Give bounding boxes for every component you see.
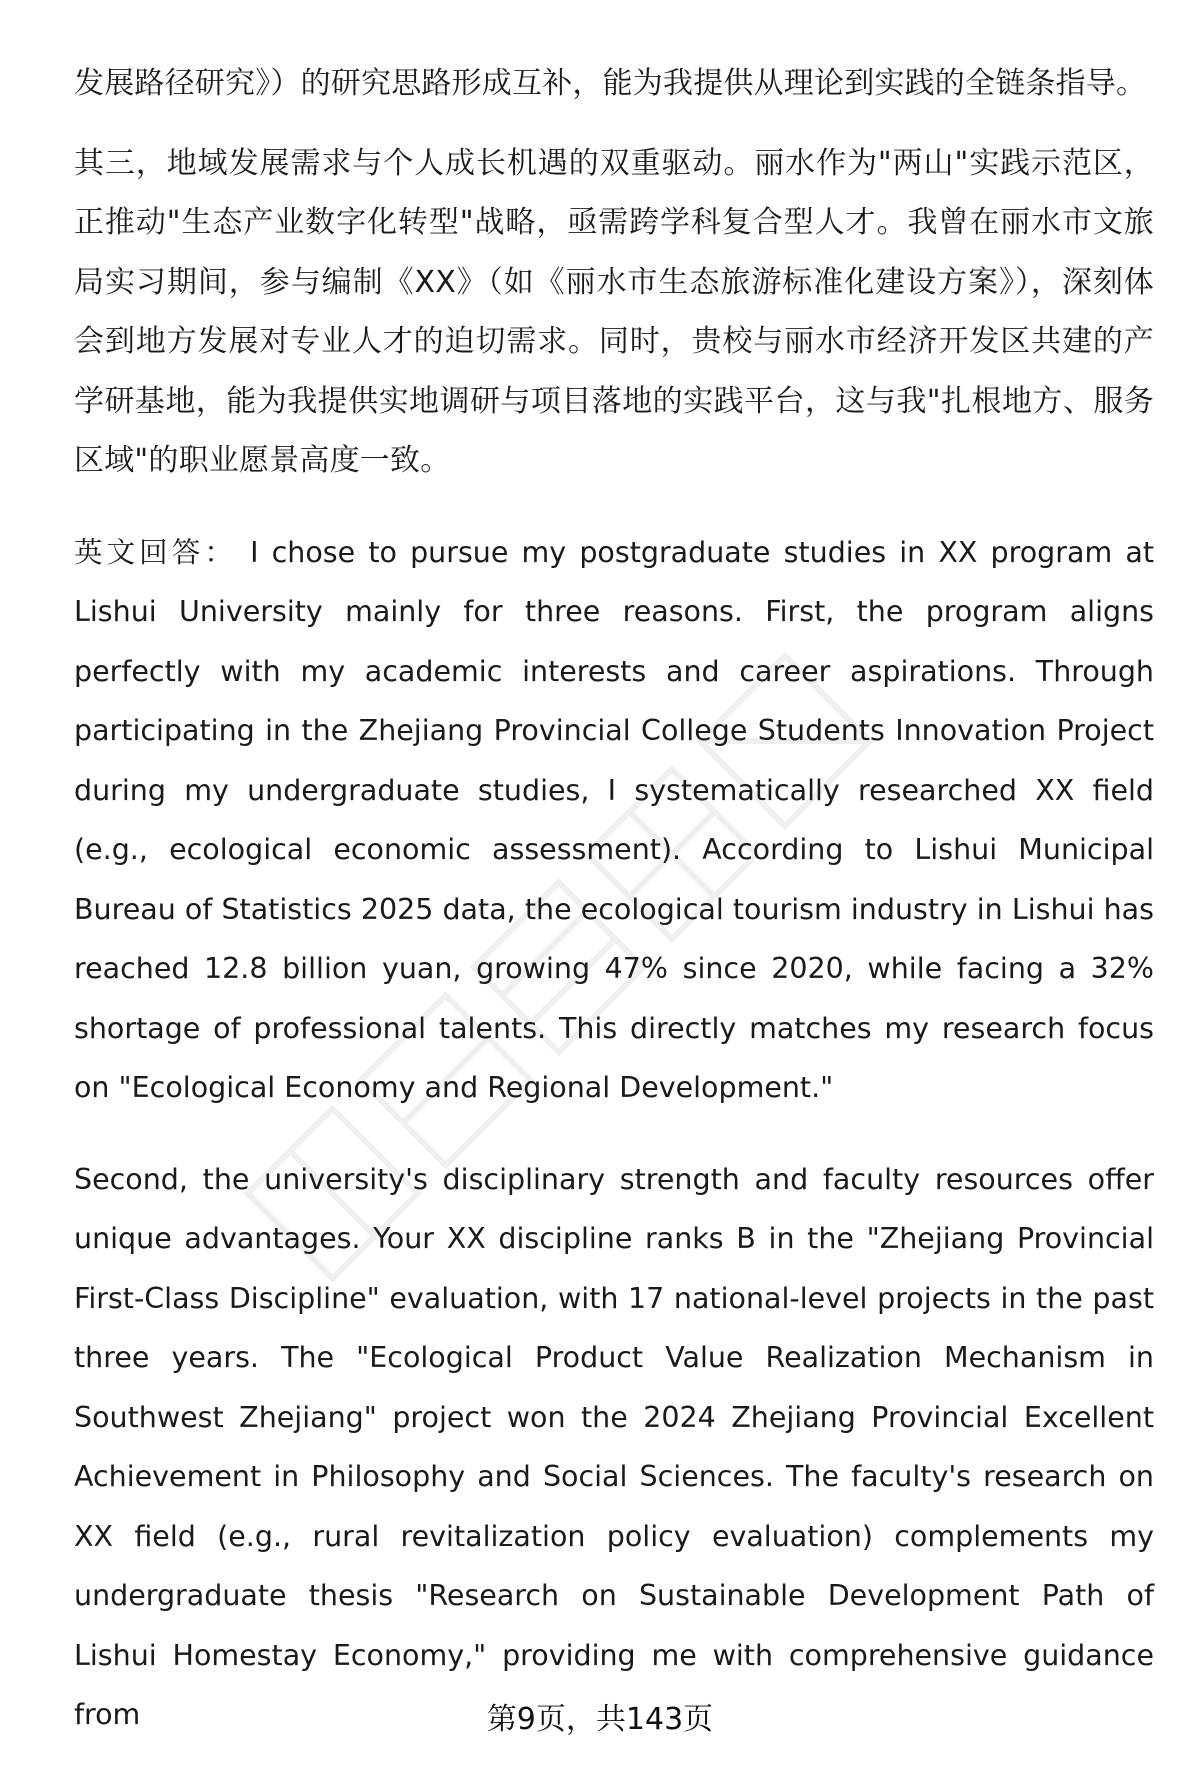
page-footer: 第9页，共143页: [486, 1702, 714, 1737]
document-body: [74, 54, 1154, 1777]
paragraph-2: 其三，地域发展需求与个人成长机遇的双重驱动。丽水作为"两山"实践示范区，正推动"生态产业数字化转型"战略，亟需跨学科复合型人才。我曾在丽水市文旅局实习期间，参与编制《XX》（如《丽水市生态旅游标准化建设方案》），深刻体会到地方发展对专业人才的迫切需求。同时，贵校与丽水市经济开发区共建的产学研基地，能为我提供实地调研与项目落地的实践平台，这与我"扎根地方、服务区域"的职业愿景高度一致。: [74, 145, 1154, 478]
paragraph-3: 英文回答： I chose to pursue my postgraduate studies in XX program at Lishui University mainly for three reasons. First, the program aligns perfectly with my academic interests and career aspirations. Through participating in the Zhejiang Provincial College Students Innovation Project during my undergraduate studies, I systematically researched XX field (e.g., ecological economic assessment). According to Lishui Municipal Bureau of Statistics 2025 data, the ecological tourism industry in Lishui has reached 12.8 billion yuan, growing 47% since 2020, while facing a 32% shortage of professional talents. This directly matches my research focus on "Ecological Economy and Regional Development.": [74, 535, 1154, 1104]
paragraph-1: 发展路径研究》）的研究思路形成互补，能为我提供从理论到实践的全链条指导。: [74, 66, 1147, 101]
paragraph-4: Second, the university's disciplinary strength and faculty resources offer unique advantages. Your XX discipline ranks B in the "Zhejiang Provincial First-Class Discipline" evaluation, with 17 national-level projects in the past three years. The "Ecological Product Value Realization Mechanism in Southwest Zhejiang" project won the 2024 Zhejiang Provincial Excellent Achievement in Philosophy and Social Sciences. The faculty's research on XX field (e.g., rural revitalization policy evaluation) complements my undergraduate thesis "Research on Sustainable Development Path of Lishui Homestay Economy," providing me with comprehensive guidance from: [74, 1162, 1154, 1731]
